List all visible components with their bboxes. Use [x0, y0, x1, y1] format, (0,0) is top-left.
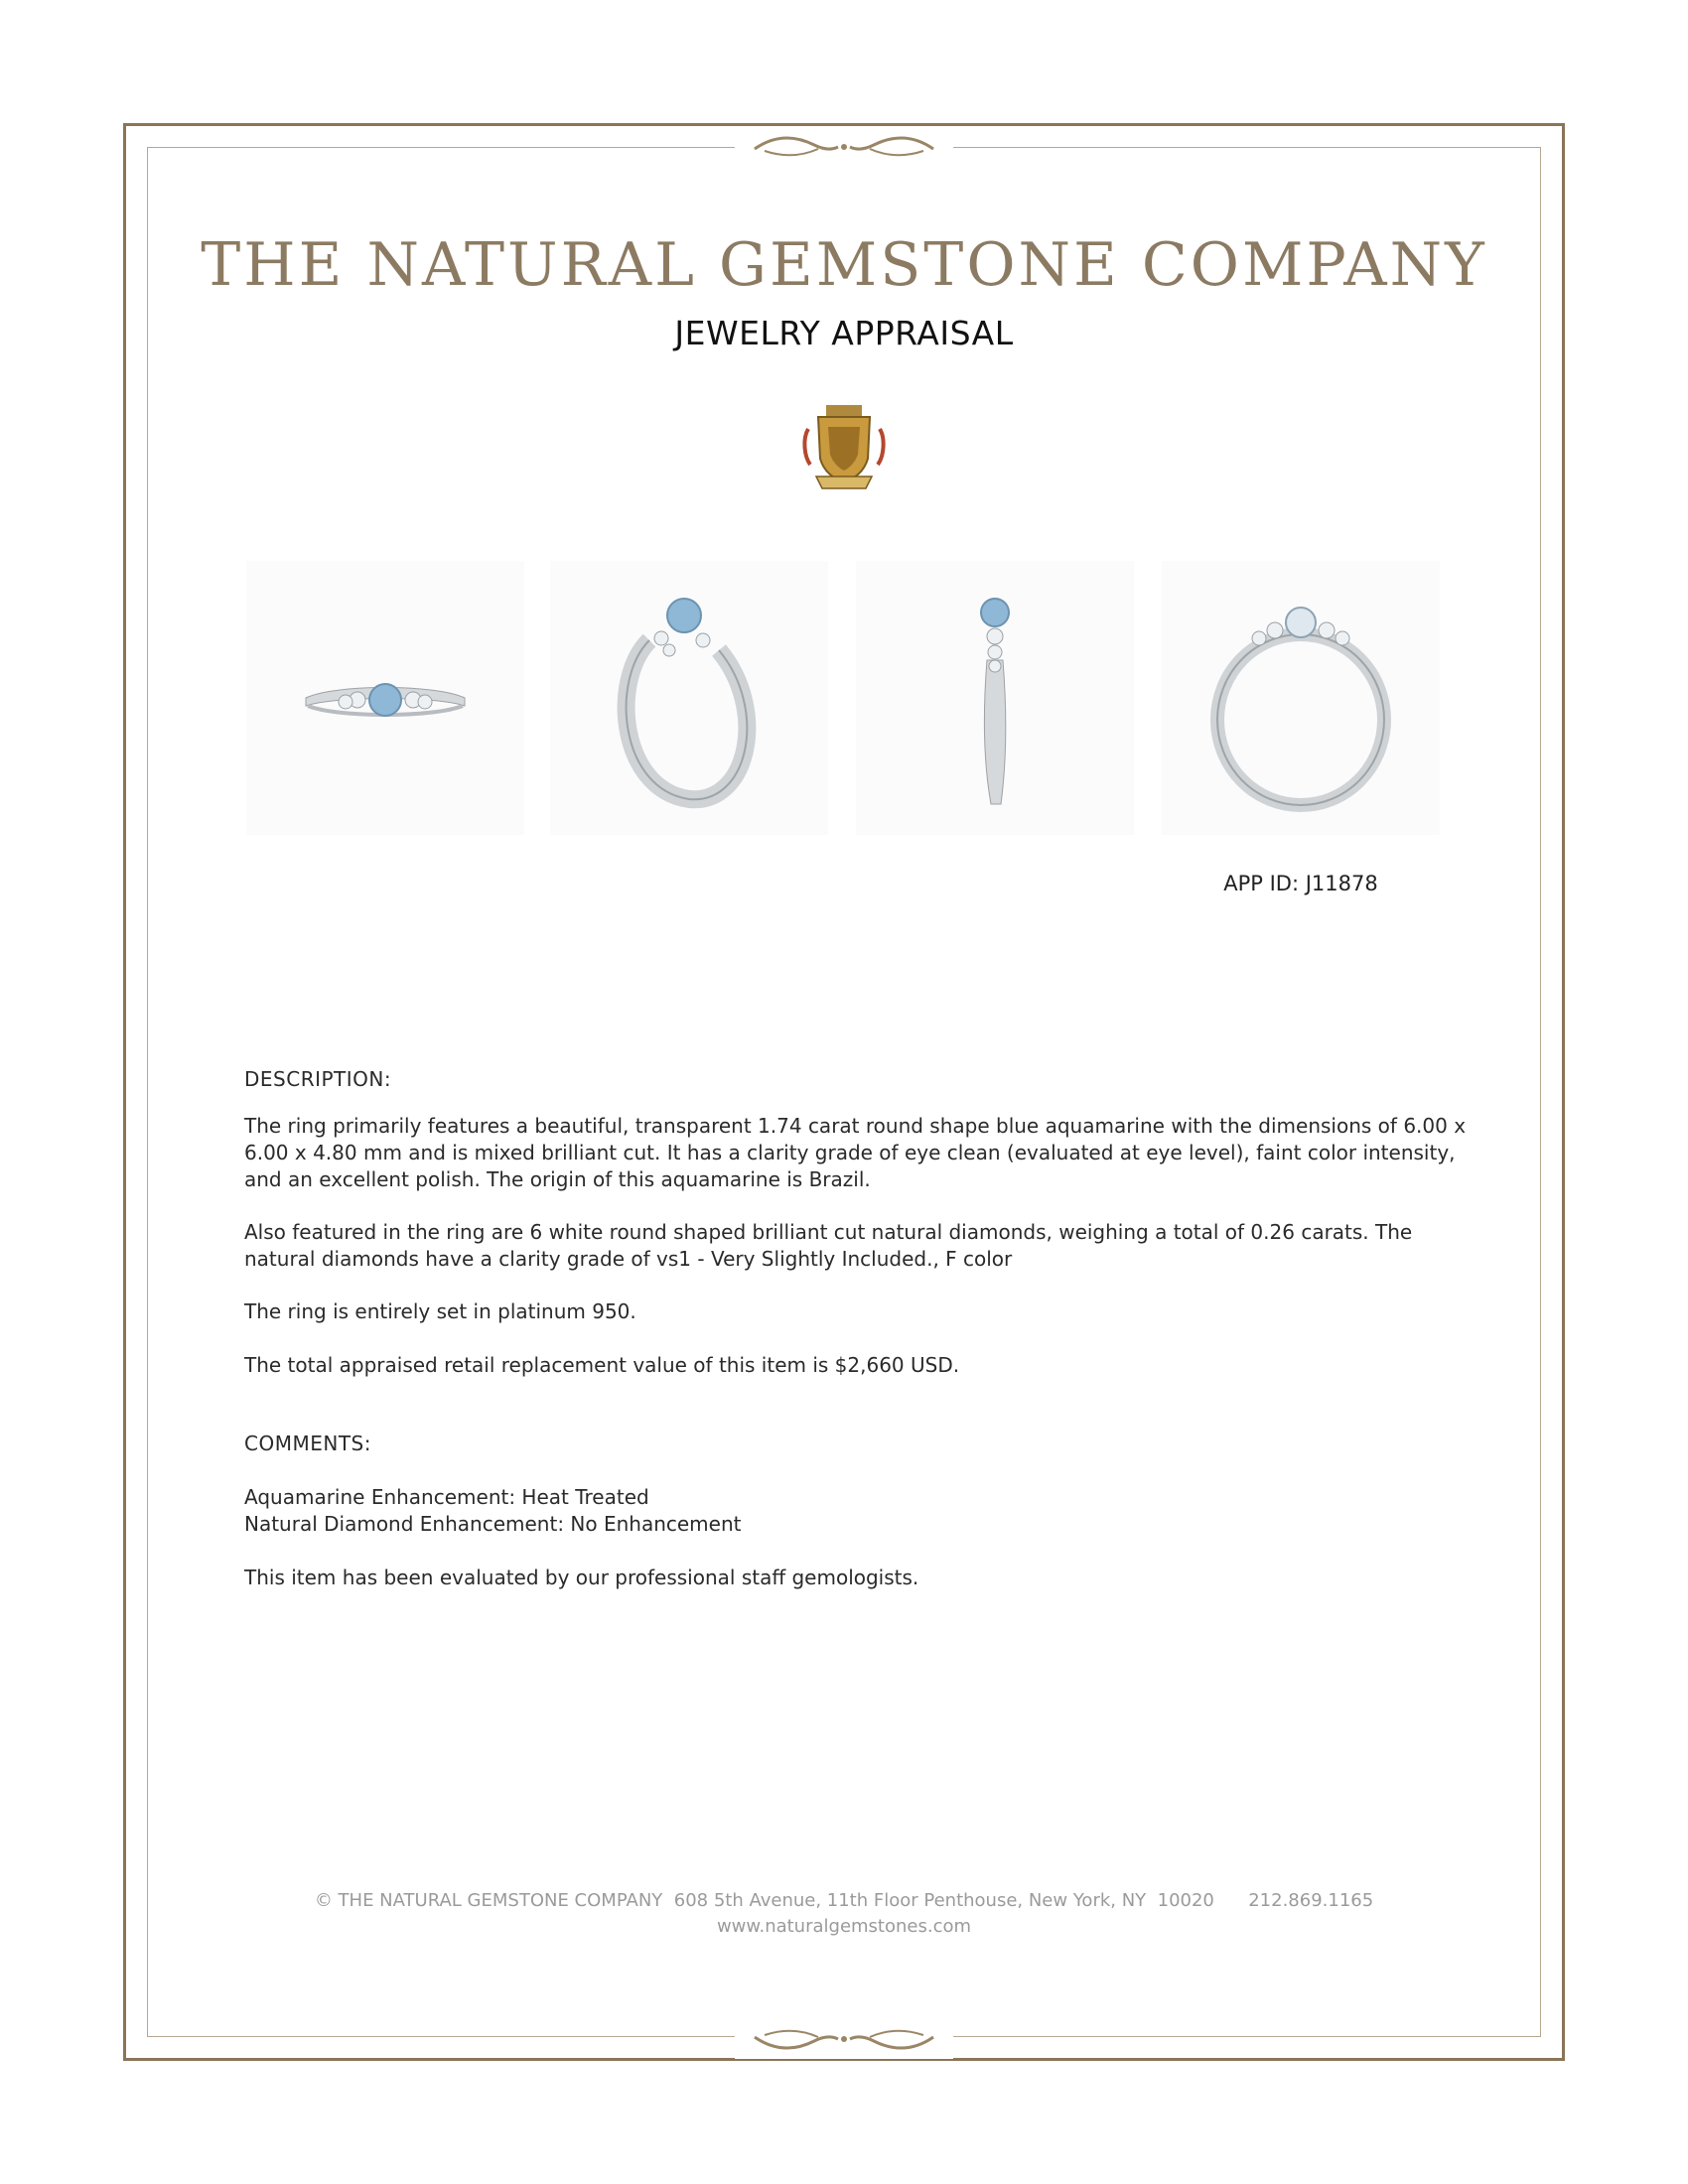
top-ornament-icon	[735, 127, 953, 167]
comments-heading: COMMENTS:	[244, 1432, 371, 1455]
footer-address: © THE NATURAL GEMSTONE COMPANY 608 5th Avenue, 11th Floor Penthouse, New York, NY 10020 212.869.1165	[314, 1890, 1374, 1911]
company-crest-logo	[798, 399, 890, 494]
description-heading: DESCRIPTION:	[244, 1067, 392, 1091]
company-name: THE NATURAL GEMSTONE COMPANY	[201, 230, 1487, 300]
footer-website-link[interactable]: www.naturalgemstones.com	[716, 1916, 972, 1937]
description-paragraph: The ring is entirely set in platinum 950.	[244, 1299, 636, 1323]
ring-angled-view-photo	[550, 561, 828, 835]
description-paragraph: The ring primarily features a beautiful, transparent 1.74 carat round shape blue aquamarine with the dimensions of 6.00 x 6.00 x 4.80 mm and is mixed brilliant cut. It has a clarity grade of eye clean (evaluated at eye level), faint color intensity, and an excellent polish. The origin of this aquamarine is Brazil.	[244, 1114, 1467, 1191]
appraisal-id: APP ID: J11878	[1223, 872, 1378, 895]
bottom-ornament-icon	[735, 2019, 953, 2059]
ring-top-view-photo	[246, 561, 524, 835]
document-title: JEWELRY APPRAISAL	[674, 314, 1014, 352]
ring-side-view-photo	[856, 561, 1134, 835]
ring-front-view-photo	[1162, 561, 1440, 835]
comment-line: Natural Diamond Enhancement: No Enhancement	[244, 1512, 742, 1536]
appraised-value-text: The total appraised retail replacement value of this item is $2,660 USD.	[244, 1353, 960, 1377]
description-paragraph: Also featured in the ring are 6 white round shaped brilliant cut natural diamonds, weighing a total of 0.26 carats. The natural diamonds have a clarity grade of vs1 - Very Slightly Included., F color	[244, 1220, 1413, 1271]
comment-line: Aquamarine Enhancement: Heat Treated	[244, 1485, 649, 1509]
evaluation-statement: This item has been evaluated by our professional staff gemologists.	[244, 1566, 919, 1589]
